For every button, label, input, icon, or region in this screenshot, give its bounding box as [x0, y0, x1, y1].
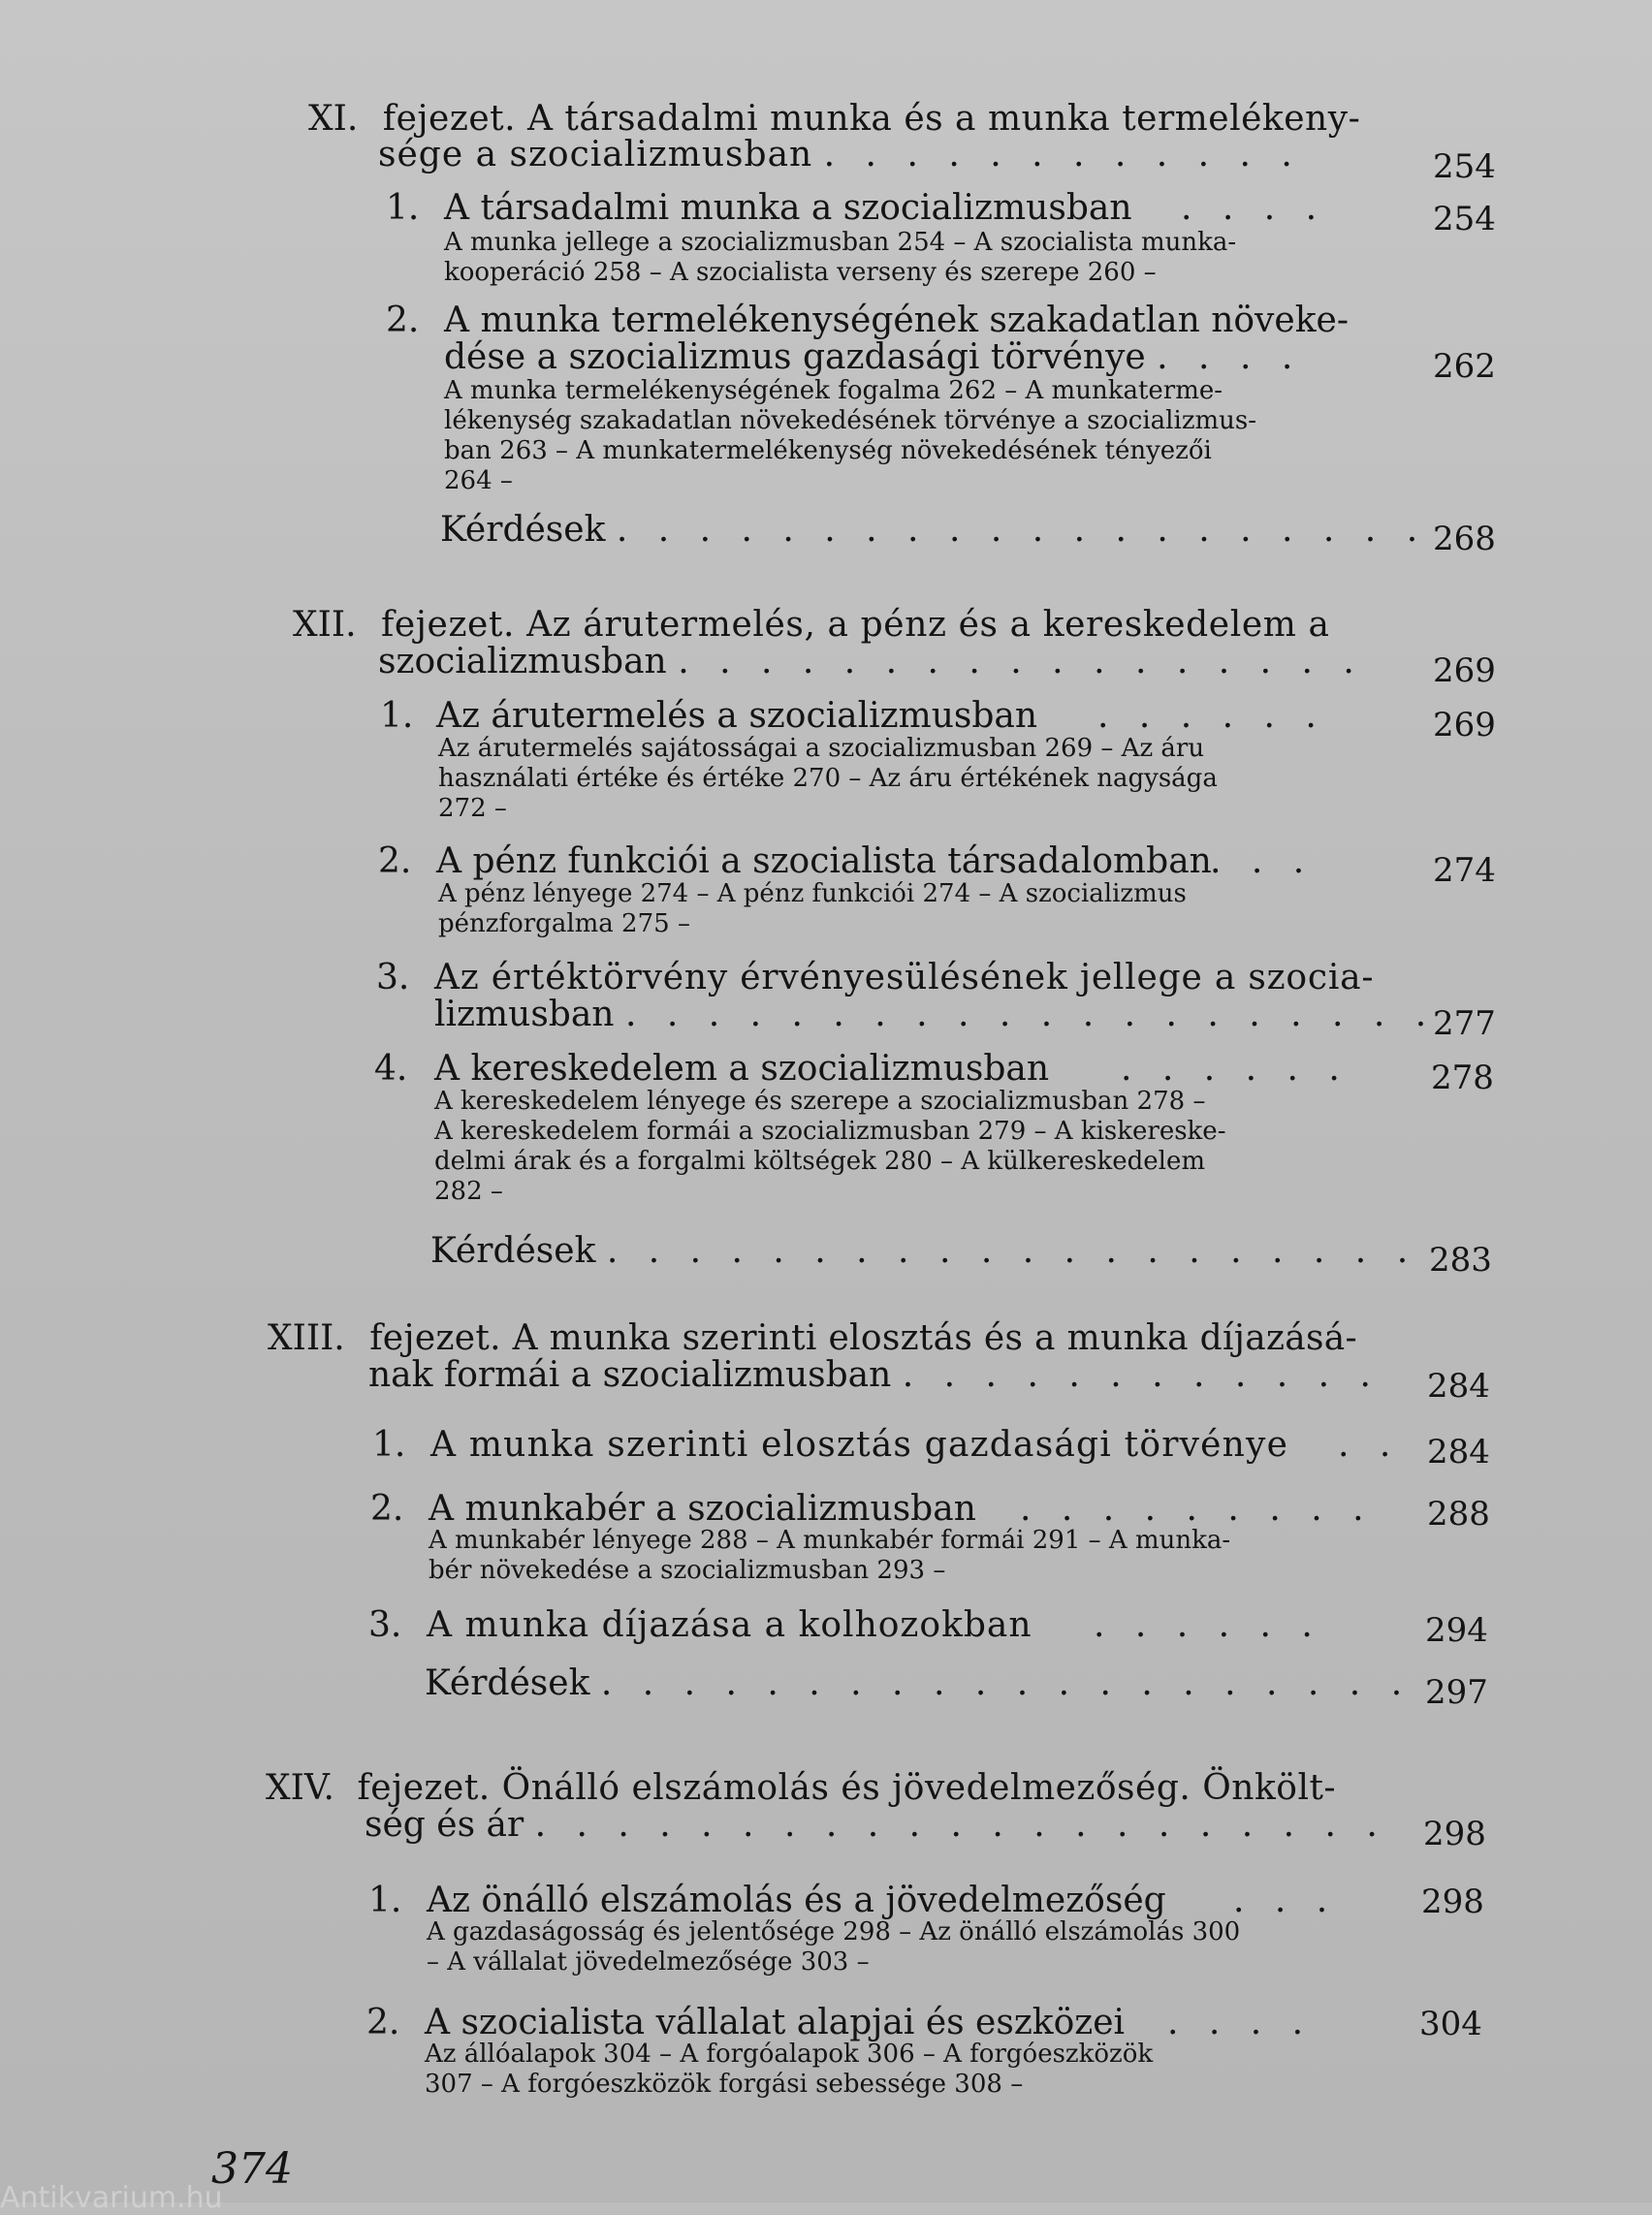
section-page: 269 — [1433, 706, 1496, 744]
section-subtopics — [438, 734, 1377, 824]
chapter-title-line: fejezet. A munka szerinti elosztás és a munka díjazásá- — [369, 1318, 1358, 1358]
leader-dots: . . . . . . . . . . . . — [823, 135, 1302, 174]
chapter-number: XI. — [308, 99, 359, 139]
section-number: 3. — [368, 1605, 402, 1645]
leader-dots: . . . . . . — [1121, 1049, 1350, 1089]
section-number: 1. — [386, 188, 420, 228]
chapter-heading-cont — [378, 644, 1377, 680]
section-row-cont — [444, 339, 1302, 375]
section-title: A munka szerinti elosztás gazdasági törvénye — [430, 1425, 1289, 1465]
section-number: 2. — [386, 301, 420, 340]
section-page: 288 — [1427, 1495, 1490, 1534]
chapter-heading — [268, 1320, 1377, 1356]
section-page: 298 — [1421, 1883, 1484, 1921]
questions-label: Kérdések — [425, 1663, 590, 1703]
leader-dots: . . . — [1210, 841, 1315, 881]
section-title: dése a szocializmus gazdasági törvénye — [444, 337, 1146, 377]
subtopic-line: A munka termelékenységének fogalma 262 – A munkaterme- — [444, 376, 1223, 405]
subtopic-line: ban 263 – A munkatermelékenység növekedésének tényezői — [444, 436, 1212, 465]
section-title: A társadalmi munka a szocializmusban — [444, 188, 1132, 228]
subtopic-line: A kereskedelem formái a szocializmusban 279 – A kiskereske- — [434, 1117, 1226, 1146]
section-page: 274 — [1433, 851, 1496, 890]
section-subtopics — [438, 879, 1377, 939]
subtopic-line: lékenység szakadatlan növekedésének törvénye a szocializmus- — [444, 406, 1257, 435]
chapter-heading-cont — [378, 137, 1377, 173]
section-title: A pénz funkciói a szocialista társadalomban — [436, 841, 1212, 881]
subtopic-line: A munkabér lényege 288 – A munkabér formái 291 – A munka- — [429, 1526, 1231, 1555]
questions-page: 297 — [1425, 1673, 1488, 1712]
section-subtopics — [444, 228, 1375, 288]
section-subtopics — [425, 2040, 1367, 2100]
section-title: A munka díjazása a kolhozokban — [427, 1605, 1032, 1645]
chapter-title-line: ség és ár — [365, 1805, 524, 1845]
section-number: 2. — [378, 841, 412, 881]
chapter-number: XIV. — [266, 1768, 334, 1808]
subtopic-line: kooperáció 258 – A szocialista verseny és szerepe 260 – — [444, 258, 1157, 287]
chapter-number: XII. — [293, 605, 357, 645]
chapter-heading-cont — [368, 1355, 1381, 1395]
subtopic-line: 264 – — [444, 466, 513, 495]
subtopic-line: A pénz lényege 274 – A pénz funkciói 274 – A szocializmus — [438, 879, 1187, 908]
section-title: Az értéktörvény érvényesülésének jellege a szocia- — [434, 958, 1375, 997]
section-page: 277 — [1433, 1004, 1496, 1043]
questions-label: Kérdések — [430, 1231, 596, 1271]
subtopic-line: Az állóalapok 304 – A forgóalapok 306 – A forgóeszközök — [425, 2040, 1154, 2069]
leader-dots: . . — [1338, 1425, 1401, 1465]
chapter-page: 254 — [1433, 147, 1496, 186]
section-number: 1. — [368, 1881, 402, 1920]
section-title: Az önálló elszámolás és a jövedelmezőség — [427, 1881, 1166, 1920]
subtopic-line: A munka jellege a szocializmusban 254 – A szocialista munka- — [444, 228, 1237, 257]
subtopic-line: – A vállalat jövedelmezősége 303 – — [427, 1947, 870, 1977]
section-row-cont — [434, 997, 1436, 1032]
leader-dots: . . . . . . . . . . . . . . . . . — [678, 642, 1364, 681]
questions-page: 268 — [1433, 520, 1496, 558]
chapter-title-line: szocializmusban — [378, 642, 667, 681]
chapter-page: 284 — [1427, 1367, 1490, 1406]
leader-dots: . . . . . . . . . . . . — [902, 1355, 1381, 1395]
chapter-number: XIII. — [268, 1318, 345, 1358]
leader-dots: . . . . — [1167, 2003, 1314, 2042]
section-number: 1. — [372, 1425, 406, 1465]
chapter-page: 298 — [1423, 1815, 1486, 1853]
section-title: Az árutermelés a szocializmusban — [436, 696, 1038, 736]
section-title: A munkabér a szocializmusban — [429, 1489, 976, 1529]
watermark: Antikvarium.hu — [0, 2181, 223, 2215]
section-number: 2. — [370, 1489, 404, 1529]
chapter-title-line: sége a szocializmusban — [378, 135, 813, 174]
leader-dots: . . . . . . . . . . . . . . . . . . . . — [616, 510, 1428, 550]
questions-row — [440, 512, 1427, 548]
section-title: A szocialista vállalat alapjai és eszközei — [425, 2003, 1126, 2042]
leader-dots: . . . . . . . . . . . . . . . . . . . . — [624, 995, 1437, 1034]
chapter-title-line: fejezet. Az árutermelés, a pénz és a kereskedelem a — [380, 605, 1330, 645]
section-subtopics — [444, 376, 1375, 496]
section-title: A kereskedelem a szocializmusban — [434, 1049, 1050, 1089]
subtopic-line: használati értéke és értéke 270 – Az áru értékének nagysága — [438, 764, 1218, 793]
subtopic-line: 282 – — [434, 1177, 503, 1206]
leader-dots: . . . — [1233, 1881, 1338, 1920]
leader-dots: . . . . . . — [1094, 1605, 1322, 1645]
subtopic-line: A kereskedelem lényege és szerepe a szocializmusban 278 – — [434, 1087, 1206, 1116]
chapter-title-line: fejezet. Önálló elszámolás és jövedelmezőség. Önkölt- — [357, 1768, 1337, 1808]
subtopic-line: A gazdaságosság és jelentősége 298 – Az önálló elszámolás 300 — [427, 1917, 1241, 1946]
section-title: lizmusban — [434, 995, 615, 1034]
leader-dots: . . . . — [1181, 188, 1327, 228]
section-subtopics — [427, 1917, 1369, 1978]
subtopic-line: delmi árak és a forgalmi költségek 280 – A külkereskedelem — [434, 1147, 1205, 1176]
subtopic-line: Az árutermelés sajátosságai a szocializmusban 269 – Az áru — [438, 734, 1205, 763]
leader-dots: . . . . — [1157, 337, 1303, 377]
leader-dots: . . . . . . . . . . . . . . . . . . . . — [600, 1663, 1413, 1703]
section-page: 278 — [1431, 1059, 1494, 1097]
section-subtopics — [434, 1087, 1377, 1207]
subtopic-line: 307 – A forgóeszközök forgási sebessége 308 – — [425, 2070, 1024, 2099]
leader-dots: . . . . . . — [1097, 696, 1326, 736]
section-page: 254 — [1433, 200, 1496, 238]
section-subtopics — [429, 1526, 1375, 1586]
section-number: 2. — [366, 2003, 400, 2042]
page-number: 374 — [211, 2144, 293, 2194]
chapter-heading — [293, 607, 1379, 643]
subtopic-line: pénzforgalma 275 – — [438, 909, 690, 938]
questions-page: 283 — [1429, 1241, 1492, 1280]
chapter-heading — [308, 101, 1375, 137]
section-page: 262 — [1433, 347, 1496, 386]
questions-row — [425, 1665, 1412, 1701]
section-number: 3. — [376, 958, 410, 997]
leader-dots: . . . . . . . . . . . . . . . . . . . . — [606, 1231, 1418, 1271]
section-title: A munka termelékenységének szakadatlan növeke- — [444, 301, 1349, 340]
section-page: 304 — [1419, 2005, 1482, 2043]
section-number: 1. — [380, 696, 414, 736]
questions-label: Kérdések — [440, 510, 606, 550]
leader-dots: . . . . . . . . . — [1020, 1489, 1374, 1529]
subtopic-line: bér növekedése a szocializmusban 293 – — [429, 1556, 946, 1585]
chapter-heading-cont — [365, 1805, 1387, 1845]
section-page: 294 — [1425, 1611, 1488, 1650]
subtopic-line: 272 – — [438, 794, 507, 823]
section-page: 284 — [1427, 1433, 1490, 1471]
chapter-heading — [266, 1770, 1381, 1806]
section-number: 4. — [374, 1049, 408, 1089]
questions-row — [430, 1233, 1417, 1269]
chapter-title-line: nak formái a szocializmusban — [368, 1355, 892, 1395]
leader-dots: . . . . . . . . . . . . . . . . . . . . . — [534, 1805, 1387, 1845]
chapter-title-line: fejezet. A társadalmi munka és a munka termelékeny- — [382, 99, 1361, 139]
chapter-page: 269 — [1433, 651, 1496, 690]
